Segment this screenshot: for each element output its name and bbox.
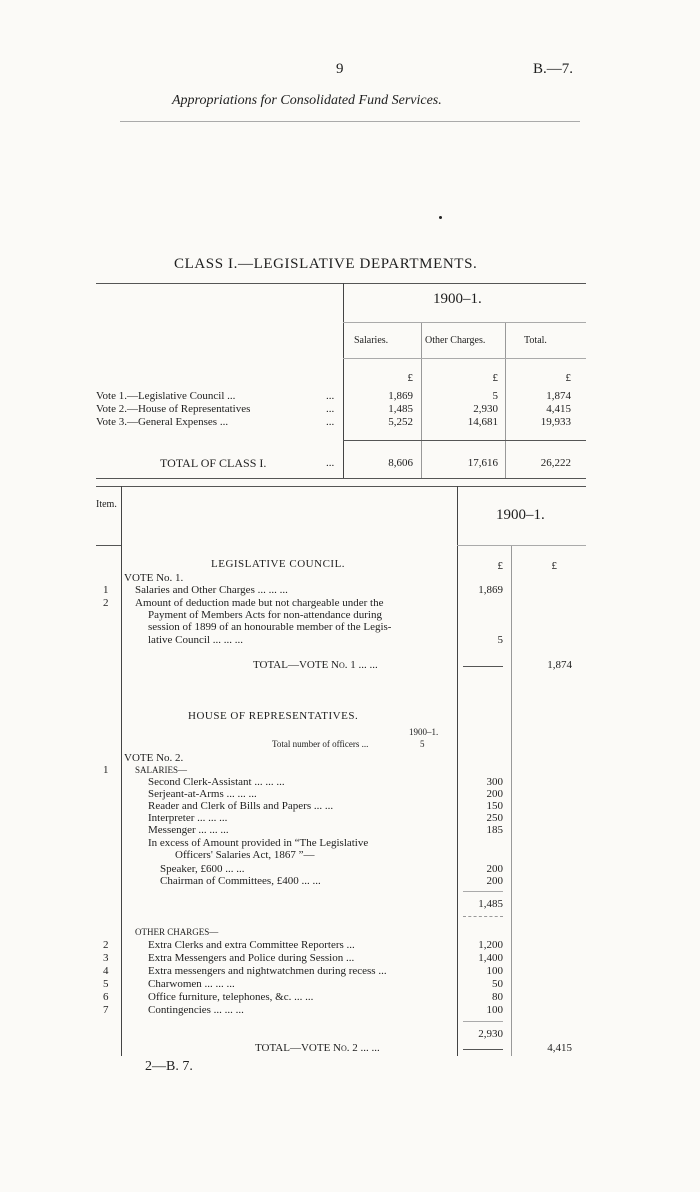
summary-total-rule: [343, 440, 586, 441]
summary-row-label: Vote 1.—Legislative Council ...: [96, 390, 236, 402]
salary-amount: 150: [486, 800, 503, 812]
summary-top-rule: [96, 283, 586, 284]
excess-item-line: Chairman of Committees, £400 ... ...: [160, 875, 321, 887]
other-line: Contingencies ... ... ...: [148, 1004, 244, 1016]
detail-year: 1900–1.: [496, 507, 545, 523]
summary-total-other: 17,616: [467, 457, 498, 469]
summary-row-other: 2,930: [473, 403, 498, 415]
item-number: 6: [103, 991, 109, 1003]
excess-line: Officers' Salaries Act, 1867 ”—: [175, 849, 315, 861]
house-total-label: TOTAL—VOTE No. 2 ... ...: [255, 1042, 380, 1054]
other-amount: 1,200: [478, 939, 503, 951]
summary-currency-total: £: [565, 372, 571, 384]
summary-row-dots: ...: [326, 390, 335, 402]
salaries-subtotal-underline: [463, 916, 503, 917]
page-number: 9: [336, 61, 344, 77]
other-line: Extra Messengers and Police during Session ...: [148, 952, 355, 964]
council-currency-1: £: [497, 560, 503, 572]
document-reference: B.—7.: [533, 61, 574, 77]
detail-item-header-rule: [96, 545, 121, 546]
summary-col-total: Total.: [524, 335, 547, 346]
header-rule: [120, 121, 580, 122]
item-number: 2: [103, 939, 109, 951]
detail-item-col-divider: [121, 486, 122, 1056]
house-total-rule: [463, 1049, 503, 1050]
excess-item-amount: 200: [486, 875, 503, 887]
other-line: Extra messengers and nightwatchmen during recess ...: [148, 965, 387, 977]
officers-count: 5: [420, 739, 425, 749]
item-number: 7: [103, 1004, 109, 1016]
other-amount: 100: [486, 965, 503, 977]
item-number: 1: [103, 584, 109, 596]
other-amount: 50: [492, 978, 503, 990]
summary-row-dots: ...: [326, 403, 335, 415]
summary-year-rule: [343, 322, 586, 323]
item-line: Amount of deduction made but not chargeable under the: [135, 597, 384, 609]
excess-item-line: Speaker, £600 ... ...: [160, 863, 245, 875]
detail-amount-col-divider-2: [511, 545, 512, 1056]
detail-top-rule: [96, 486, 586, 487]
salary-amount: 250: [486, 812, 503, 824]
detail-item-header: Item.: [96, 499, 117, 510]
summary-row-salaries: 1,485: [388, 403, 413, 415]
excess-item-amount: 200: [486, 863, 503, 875]
salary-amount: 200: [486, 788, 503, 800]
summary-row-salaries: 1,869: [388, 390, 413, 402]
summary-row-total: 4,415: [546, 403, 571, 415]
other-subtotal-rule: [463, 1021, 503, 1022]
summary-col-salaries: Salaries.: [354, 335, 389, 346]
salary-line: Second Clerk-Assistant ... ... ...: [148, 776, 285, 788]
page-title: Appropriations for Consolidated Fund Services.: [172, 93, 442, 108]
excess-line: In excess of Amount provided in “The Legislative: [148, 837, 369, 849]
council-heading: LEGISLATIVE COUNCIL.: [211, 558, 346, 570]
summary-row-other: 5: [492, 390, 498, 402]
other-line: Extra Clerks and extra Committee Reporters ...: [148, 939, 355, 951]
summary-row-total: 19,933: [540, 416, 571, 428]
council-vote: VOTE No. 1.: [124, 572, 184, 584]
class-heading: CLASS I.—LEGISLATIVE DEPARTMENTS.: [174, 256, 478, 272]
other-line: Office furniture, telephones, &c. ... ...: [148, 991, 314, 1003]
other-subtotal: 2,930: [478, 1028, 503, 1040]
summary-year: 1900–1.: [433, 291, 482, 307]
salaries-subtotal: 1,485: [478, 898, 503, 910]
item-line: lative Council ... ... ...: [148, 634, 244, 646]
house-vote: VOTE No. 2.: [124, 752, 184, 764]
other-amount: 100: [486, 1004, 503, 1016]
summary-total-salaries: 8,606: [388, 457, 413, 469]
item-number: 2: [103, 597, 109, 609]
item-line: session of 1899 of an honourable member of the Legis-: [148, 621, 392, 633]
item-number: 5: [103, 978, 109, 990]
council-total-label: TOTAL—VOTE No. 1 ... ...: [253, 659, 378, 671]
salary-amount: 300: [486, 776, 503, 788]
salary-line: Interpreter ... ... ...: [148, 812, 228, 824]
salary-line: Reader and Clerk of Bills and Papers ... ...: [148, 800, 334, 812]
council-total: 1,874: [547, 659, 572, 671]
officers-year: 1900–1.: [409, 727, 439, 737]
summary-row-salaries: 5,252: [388, 416, 413, 428]
council-currency-2: £: [551, 560, 557, 572]
salary-amount: 185: [486, 824, 503, 836]
footer-signature: 2—B. 7.: [145, 1059, 193, 1074]
summary-currency-salaries: £: [407, 372, 413, 384]
other-amount: 80: [492, 991, 503, 1003]
other-charges-label: OTHER CHARGES—: [135, 927, 219, 937]
summary-total-label: TOTAL OF CLASS I.: [160, 456, 267, 470]
summary-bottom-rule: [96, 478, 586, 479]
salaries-subtotal-rule: [463, 891, 503, 892]
house-total: 4,415: [547, 1042, 572, 1054]
summary-row-total: 1,874: [546, 390, 571, 402]
item-number: 4: [103, 965, 109, 977]
summary-total-dots: ...: [326, 457, 335, 469]
print-speck: [439, 216, 442, 219]
item-line: Payment of Members Acts for non-attendance during: [148, 609, 382, 621]
item-amount: 1,869: [478, 584, 503, 596]
summary-colhead-rule: [343, 358, 586, 359]
item-number: 1: [103, 764, 109, 776]
detail-year-rule: [457, 545, 586, 546]
salary-line: Serjeant-at-Arms ... ... ...: [148, 788, 257, 800]
salaries-label: SALARIES—: [135, 765, 188, 775]
item-amount: 5: [497, 634, 503, 646]
summary-row-other: 14,681: [467, 416, 498, 428]
summary-col-other: Other Charges.: [425, 335, 486, 346]
summary-row-label: Vote 3.—General Expenses ...: [96, 416, 229, 428]
summary-currency-other: £: [492, 372, 498, 384]
item-line: Salaries and Other Charges ... ... ...: [135, 584, 288, 596]
item-number: 3: [103, 952, 109, 964]
other-amount: 1,400: [478, 952, 503, 964]
summary-row-label: Vote 2.—House of Representatives: [96, 403, 251, 415]
other-line: Charwomen ... ... ...: [148, 978, 235, 990]
summary-total-total: 26,222: [540, 457, 571, 469]
summary-row-dots: ...: [326, 416, 335, 428]
officers-label: Total number of officers ...: [272, 739, 369, 749]
salary-line: Messenger ... ... ...: [148, 824, 229, 836]
council-total-rule: [463, 666, 503, 667]
house-heading: HOUSE OF REPRESENTATIVES.: [188, 710, 359, 722]
